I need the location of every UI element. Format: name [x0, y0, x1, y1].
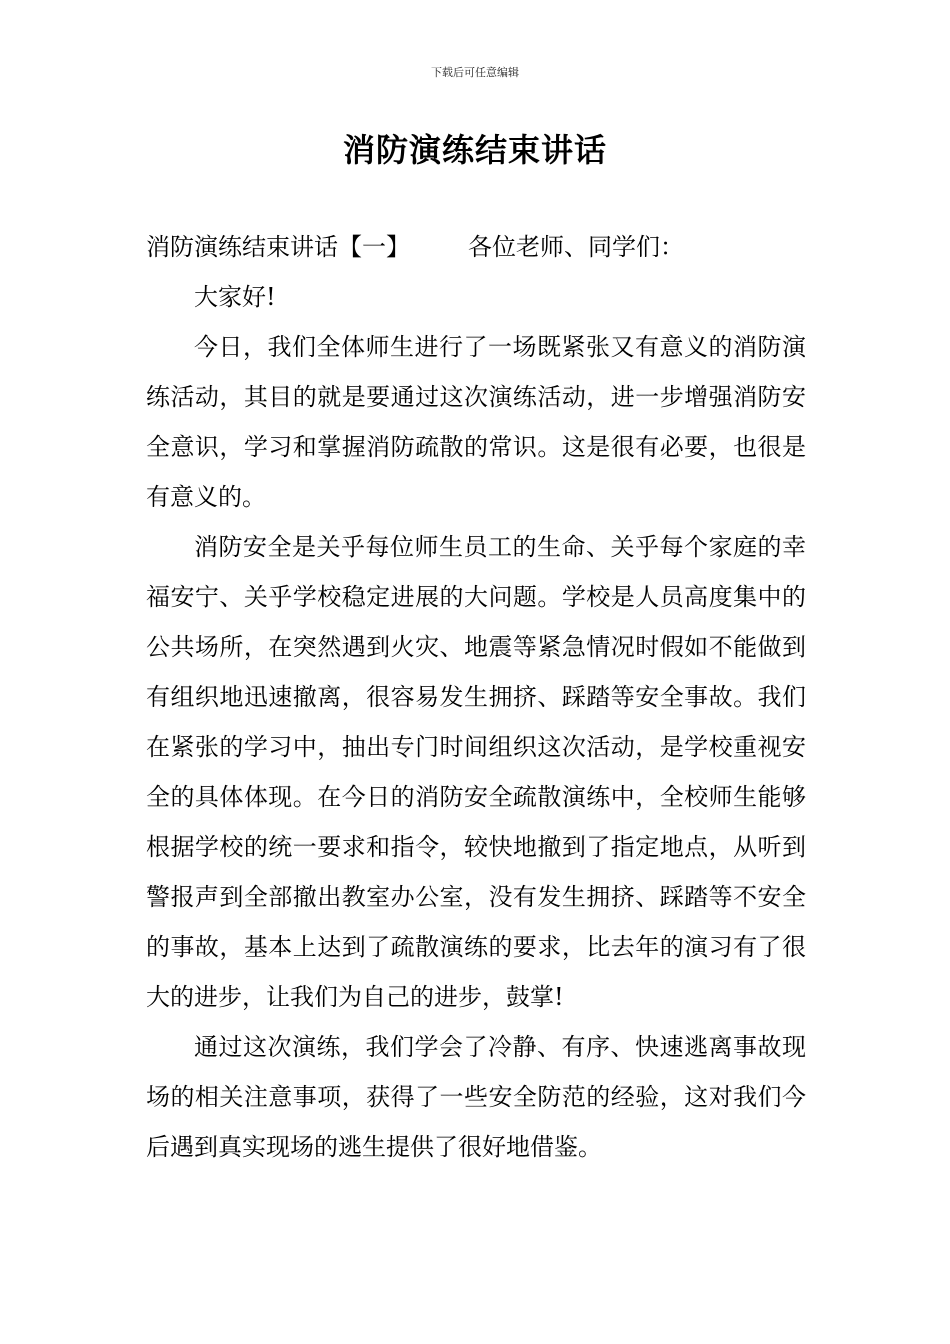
header-note: 下载后可任意编辑: [431, 66, 519, 79]
paragraph-lessons: 通过这次演练，我们学会了冷静、有序、快速逃离事故现场的相关注意事项，获得了一些安全防范的经验，这对我们今后遇到真实现场的逃生提供了很好地借鉴。: [146, 1033, 806, 1161]
document-body: [146, 222, 806, 1172]
document-title: 消防演练结束讲话: [342, 131, 607, 169]
section-heading: 消防演练结束讲话【一】: [146, 233, 410, 261]
salutation: 各位老师、同学们：: [468, 233, 684, 261]
intro-line: [146, 222, 806, 272]
paragraph-greeting: 大家好!: [194, 283, 276, 311]
paragraph-purpose: 今日，我们全体师生进行了一场既紧张又有意义的消防演练活动，其目的就是要通过这次演练活动，进一步增强消防安全意识，学习和掌握消防疏散的常识。这是很有必要，也很是有意义的。: [146, 333, 806, 511]
paragraph-safety: 消防安全是关乎每位师生员工的生命、关乎每个家庭的幸福安宁、关乎学校稳定进展的大问题。学校是人员高度集中的公共场所，在突然遇到火灾、地震等紧急情况时假如不能做到有组织地迅速撤离，很容易发生拥挤、踩踏等安全事故。我们在紧张的学习中，抽出专门时间组织这次活动，是学校重视安全的具体体现。在今日的消防安全疏散演练中，全校师生能够根据学校的统一要求和指令，较快地撤到了指定地点，从听到警报声到全部撤出教室办公室，没有发生拥挤、踩踏等不安全的事故，基本上达到了疏散演练的要求，比去年的演习有了很大的进步，让我们为自己的进步，鼓掌!: [146, 533, 806, 1011]
